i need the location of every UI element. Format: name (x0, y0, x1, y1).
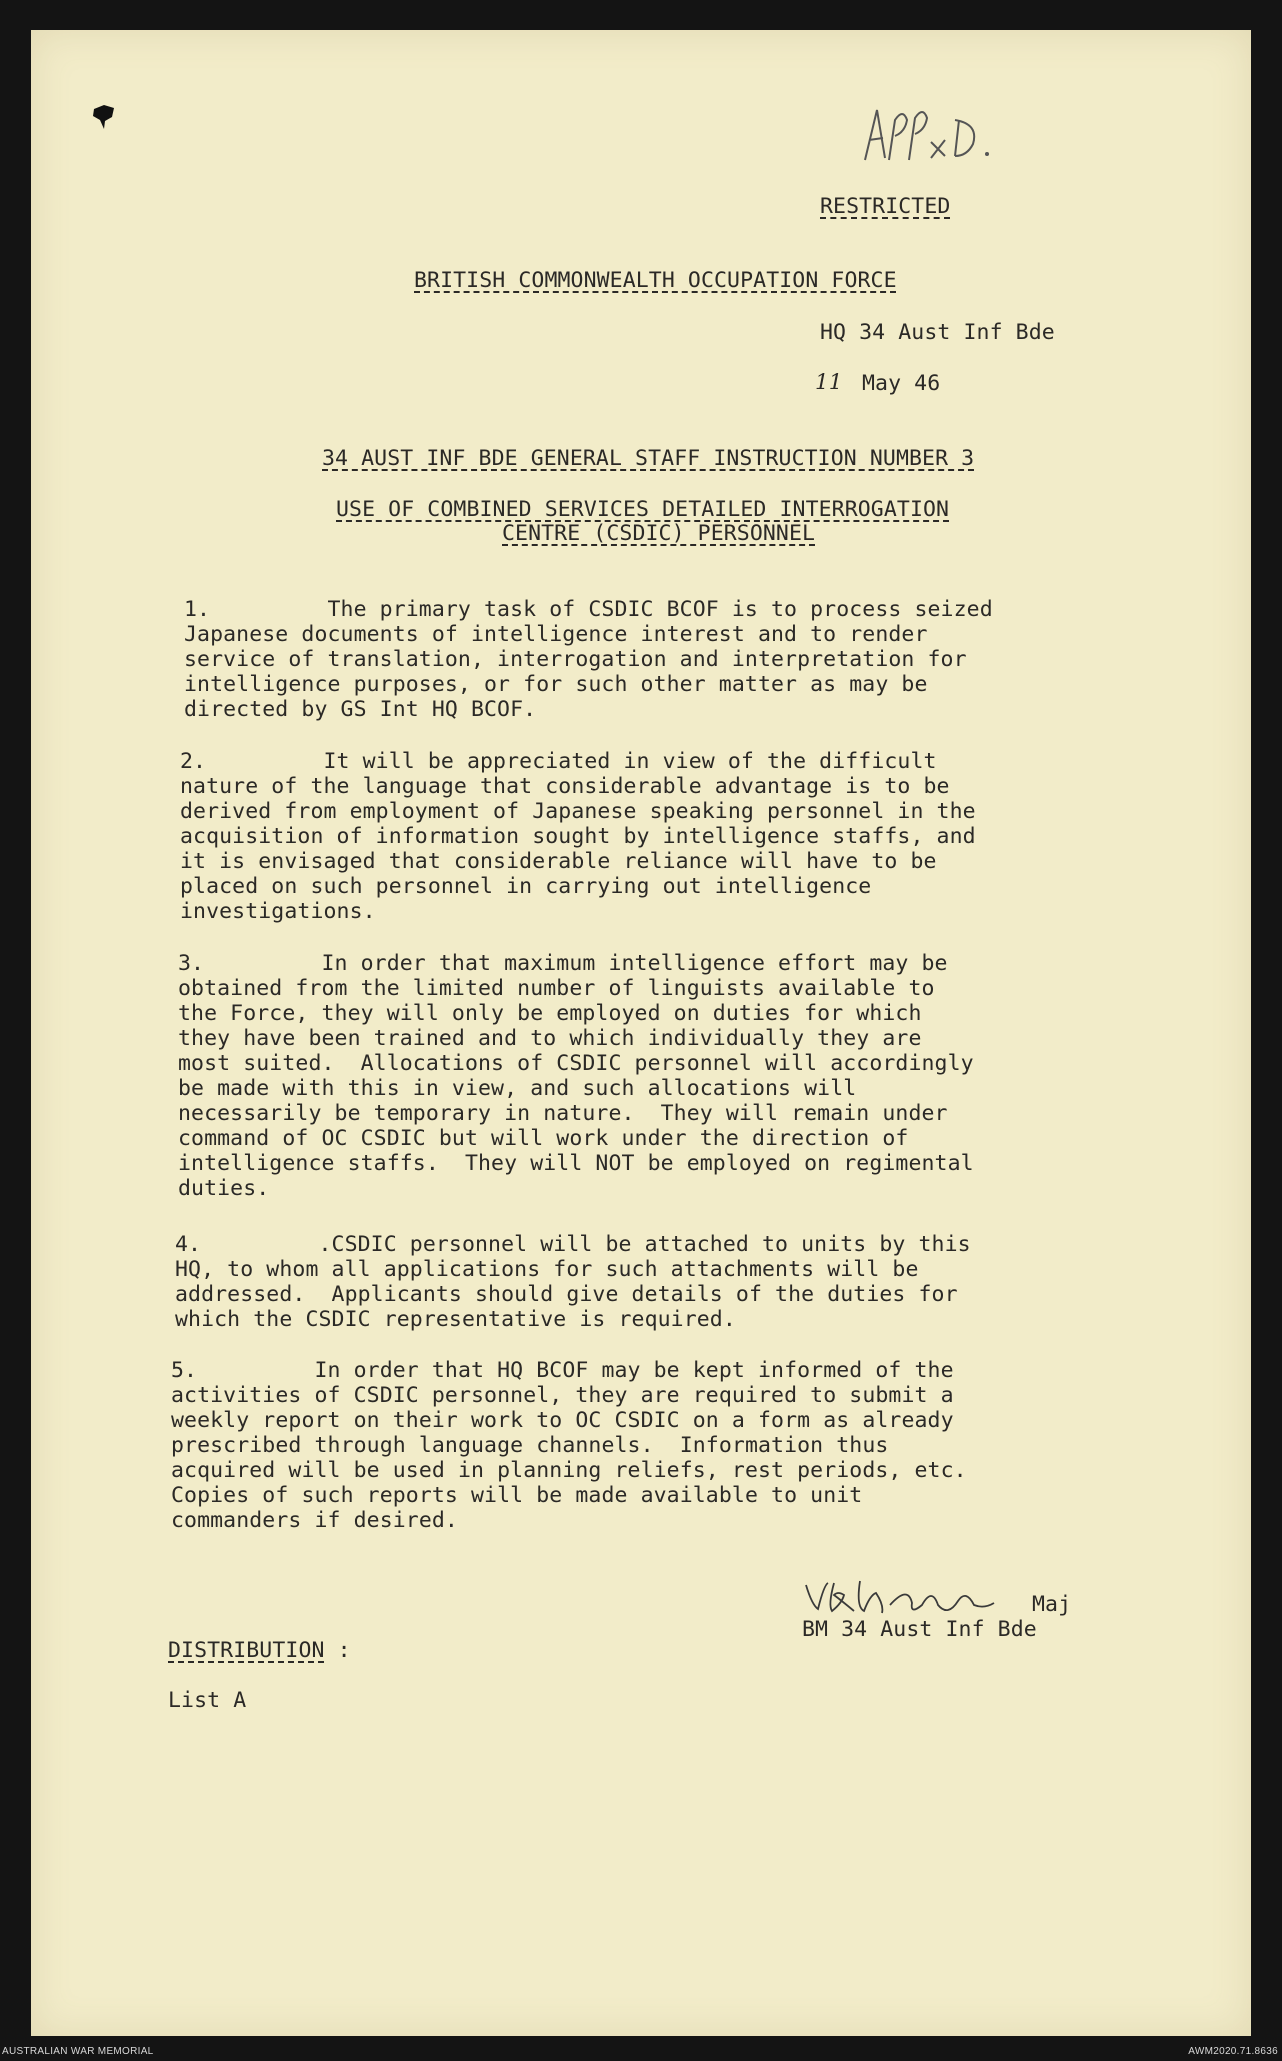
paragraph-4: 4. .CSDIC personnel will be attached to units by this HQ, to whom all applications for such attachments will be addressed. Applicants should give details of the duties for which the CSDIC representative is required. (175, 1232, 971, 1332)
paragraph-1: 1. The primary task of CSDIC BCOF is to process seized Japanese documents of intelligence interest and to render service of translation, interrogation and interpretation for intelligence purposes, or for such other matter as may be directed by GS Int HQ BCOF. (184, 597, 993, 722)
organisation-heading: BRITISH COMMONWEALTH OCCUPATION FORCE (414, 268, 897, 293)
paragraph-5: 5. In order that HQ BCOF may be kept informed of the activities of CSDIC personnel, they are required to submit a weekly report on their work to OC CSDIC on a form as already prescribed through language channels. Information thus acquired will be used in planning reliefs, rest periods, etc. Copies of such reports will be made available to unit commanders if desired. (171, 1358, 967, 1533)
date-month-year: May 46 (862, 371, 941, 396)
date-day-handwritten: 11 (815, 370, 843, 395)
paragraph-3: 3. In order that maximum intelligence effort may be obtained from the limited number of linguists available to the Force, they will only be employed on duties for which they have been trained and to which individually they are most suited. Allocations of CSDIC personnel will accordingly be made with this in view, and such allocations will necessarily be temporary in nature. They will remain under command of OC CSDIC but will work under the direction of intelligence staffs. They will NOT be employed on regimental duties. (178, 951, 974, 1201)
sender-line: HQ 34 Aust Inf Bde (820, 320, 1055, 345)
subtitle-line-1: USE OF COMBINED SERVICES DETAILED INTERROGATION (336, 497, 950, 522)
handwritten-annotation (855, 90, 1005, 170)
signature-appointment: BM 34 Aust Inf Bde (802, 1617, 1037, 1642)
paragraph-2: 2. It will be appreciated in view of the difficult nature of the language that considerable advantage is to be derived from employment of Japanese speaking personnel in the acquisition of information sought by intelligence staffs, and it is envisaged that considerable reliance will have to be placed on such personnel in carrying out intelligence investigations. (180, 749, 976, 924)
subtitle-line-2: CENTRE (CSDIC) PERSONNEL (502, 521, 816, 546)
footer-institution: AUSTRALIAN WAR MEMORIAL (2, 2046, 154, 2057)
handwritten-signature (798, 1565, 1048, 1625)
classification-marking: RESTRICTED (820, 194, 951, 219)
footer-accession-number: AWM2020.71.8636 (1188, 2046, 1278, 2057)
distribution-colon: : (337, 1638, 351, 1663)
document-title: 34 AUST INF BDE GENERAL STAFF INSTRUCTION NUMBER 3 (322, 446, 975, 471)
distribution-heading: DISTRIBUTION (168, 1638, 325, 1663)
signature-rank: Maj (1032, 1592, 1072, 1617)
distribution-list: List A (168, 1688, 247, 1713)
punch-hole-mark (90, 103, 118, 131)
